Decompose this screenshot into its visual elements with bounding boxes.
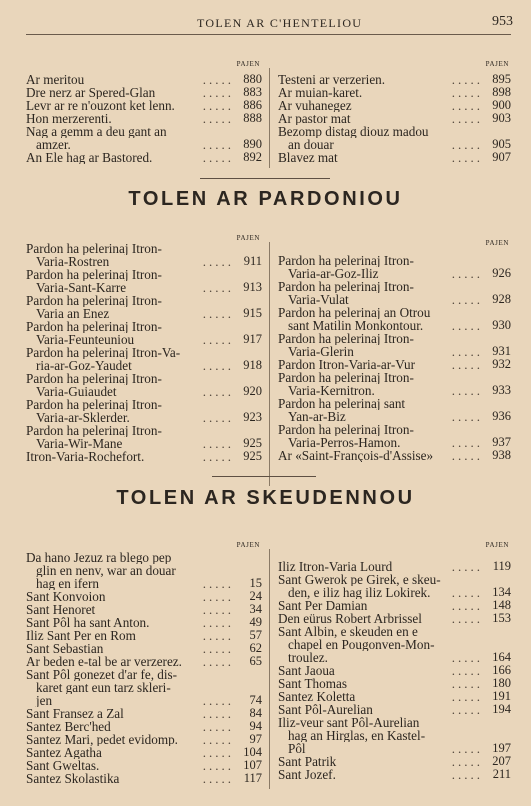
entry-text: hag en ifern — [36, 577, 99, 590]
entry-text: Pardon ha pelerinaj Itron- — [278, 280, 414, 293]
entry-text: Varia-Wir-Mane — [36, 437, 123, 450]
index-entry — [26, 707, 262, 720]
dot-leader: ..... — [202, 281, 234, 294]
left-column — [26, 60, 262, 170]
entry-text: Santez Berc'hed — [26, 720, 111, 733]
entry-text: Pardon ha pelerinaj Itron- — [26, 424, 162, 437]
entry-text: Sant Jozef. — [278, 768, 336, 781]
index-section-continued — [26, 60, 511, 170]
index-entry — [26, 590, 262, 603]
section-rule — [200, 178, 330, 179]
dot-leader: ..... — [451, 151, 483, 164]
dot-leader: ..... — [451, 599, 483, 612]
page-ref: 34 — [236, 603, 262, 616]
entry-text: Ar pastor mat — [278, 112, 351, 125]
entry-text: Itron-Varia-Rochefort. — [26, 450, 145, 463]
index-entry — [26, 320, 262, 346]
entry-text: Sant Gwerok pe Girek, e skeu- — [278, 573, 441, 586]
index-entry — [26, 733, 262, 746]
entry-text: Ar «Saint-François-d'Assise» — [278, 449, 434, 462]
page-ref: 148 — [485, 599, 511, 612]
index-entry — [278, 664, 511, 677]
index-entry — [26, 86, 262, 99]
dot-leader: ..... — [202, 450, 234, 463]
dot-leader: ..... — [202, 385, 234, 398]
page-ref: 57 — [236, 629, 262, 642]
column-divider — [269, 549, 270, 789]
dot-leader: ..... — [202, 707, 234, 720]
page-ref: 918 — [236, 359, 262, 372]
page-ref: 907 — [485, 151, 511, 164]
page-ref: 930 — [485, 319, 511, 332]
dot-leader: ..... — [451, 293, 483, 306]
dot-leader: ..... — [202, 307, 234, 320]
entry-text: amzer. — [36, 138, 71, 151]
entry-text: Pardon ha pelerinaj Itron- — [26, 398, 162, 411]
page-ref: 211 — [485, 768, 511, 781]
page-ref: 180 — [485, 677, 511, 690]
entry-text: Sant Pôl-Aurelian — [278, 703, 373, 716]
page-ref: 886 — [236, 99, 262, 112]
index-entry — [278, 112, 511, 125]
dot-leader: ..... — [451, 138, 483, 151]
page-ref: 194 — [485, 703, 511, 716]
index-entry — [278, 573, 511, 599]
column-divider — [269, 242, 270, 486]
dot-leader: ..... — [451, 358, 483, 371]
page-ref: 117 — [236, 772, 262, 785]
header-rule — [26, 34, 511, 35]
index-entry — [26, 125, 262, 151]
dot-leader: ..... — [451, 690, 483, 703]
index-entry — [278, 716, 511, 755]
entry-text: Varia-Rostren — [36, 255, 110, 268]
index-entry — [278, 358, 511, 371]
dot-leader: ..... — [202, 616, 234, 629]
page-ref: 936 — [485, 410, 511, 423]
entry-list — [278, 560, 511, 781]
entry-text: Pardon ha pelerinaj sant — [278, 397, 406, 410]
entry-text: Varia-ar-Sklerder. — [36, 411, 130, 424]
entry-text: Pardon ha pelerinaj Itron- — [26, 320, 162, 333]
entry-text: Bezomp distag diouz madou — [278, 125, 429, 138]
dot-leader: ..... — [202, 437, 234, 450]
page-ref: 153 — [485, 612, 511, 625]
entry-text: Pardon ha pelerinaj Itron-Va- — [26, 346, 181, 359]
pajen-label: PAJEN — [236, 234, 260, 242]
section-rule — [212, 476, 316, 477]
index-section-skeudennou — [26, 541, 511, 791]
entry-text: Sant Fransez a Zal — [26, 707, 124, 720]
entry-text: Blavez mat — [278, 151, 338, 164]
index-entry — [278, 254, 511, 280]
dot-leader: ..... — [451, 586, 483, 599]
page-ref: 74 — [236, 694, 262, 707]
index-entry — [278, 599, 511, 612]
index-entry — [278, 677, 511, 690]
pajen-label: PAJEN — [485, 541, 509, 549]
page-ref: 911 — [236, 255, 262, 268]
page-ref: 888 — [236, 112, 262, 125]
page-ref: 104 — [236, 746, 262, 759]
dot-leader: ..... — [451, 319, 483, 332]
entry-text: Sant Konvoion — [26, 590, 106, 603]
entry-text: Pôl — [288, 742, 306, 755]
entry-text: Sant Jaoua — [278, 664, 335, 677]
page-ref: 134 — [485, 586, 511, 599]
page-ref: 937 — [485, 436, 511, 449]
entry-text: karet gant eun tarz skleri- — [36, 681, 171, 694]
index-entry — [278, 612, 511, 625]
dot-leader: ..... — [451, 612, 483, 625]
dot-leader: ..... — [202, 590, 234, 603]
page-ref: 164 — [485, 651, 511, 664]
index-entry — [278, 99, 511, 112]
index-entry — [26, 346, 262, 372]
entry-text: Sant Patrik — [278, 755, 337, 768]
dot-leader: ..... — [202, 720, 234, 733]
page-ref: 94 — [236, 720, 262, 733]
entry-text: Ar vuhanegez — [278, 99, 352, 112]
entry-list — [278, 73, 511, 164]
left-column — [26, 234, 262, 486]
page-ref: 925 — [236, 450, 262, 463]
index-entry — [278, 690, 511, 703]
page-ref: 905 — [485, 138, 511, 151]
index-entry — [278, 449, 511, 462]
entry-text: Pardon Itron-Varia-ar-Vur — [278, 358, 415, 371]
dot-leader: ..... — [451, 267, 483, 280]
entry-text: Sant Pôl gonezet d'ar fe, dis- — [26, 668, 178, 681]
right-column — [278, 60, 511, 170]
entry-text: Sant Thomas — [278, 677, 347, 690]
page-ref: 65 — [236, 655, 262, 668]
dot-leader: ..... — [451, 677, 483, 690]
index-entry — [26, 99, 262, 112]
dot-leader: ..... — [202, 655, 234, 668]
page-ref: 883 — [236, 86, 262, 99]
dot-leader: ..... — [202, 411, 234, 424]
index-entry — [278, 306, 511, 332]
dot-leader: ..... — [202, 99, 234, 112]
page-ref: 880 — [236, 73, 262, 86]
entry-text: Den eürus Robert Arbrissel — [278, 612, 422, 625]
entry-text: Pardon ha pelerinaj Itron- — [26, 294, 162, 307]
entry-list — [26, 242, 262, 463]
page-ref: 926 — [485, 267, 511, 280]
index-entry — [26, 629, 262, 642]
page-ref: 913 — [236, 281, 262, 294]
running-header — [0, 14, 531, 34]
index-entry — [278, 768, 511, 781]
index-entry — [26, 268, 262, 294]
index-entry — [26, 746, 262, 759]
right-column — [278, 541, 511, 791]
dot-leader: ..... — [451, 755, 483, 768]
entry-text: Santez Mari, pedet evidomp. — [26, 733, 178, 746]
dot-leader: ..... — [202, 138, 234, 151]
page-ref: 84 — [236, 707, 262, 720]
index-entry — [278, 397, 511, 423]
index-entry — [26, 450, 262, 463]
index-entry — [278, 625, 511, 664]
page-ref: 197 — [485, 742, 511, 755]
page-ref: 938 — [485, 449, 511, 462]
entry-text: Sant Albin, e skeuden en e — [278, 625, 418, 638]
dot-leader: ..... — [451, 768, 483, 781]
entry-text: Pardon ha pelerinaj an Otrou — [278, 306, 431, 319]
entry-text: hag an Hirglas, en Kastel- — [288, 729, 426, 742]
pajen-label: PAJEN — [485, 60, 509, 68]
index-entry — [278, 371, 511, 397]
entry-text: Sant Gweltas. — [26, 759, 100, 772]
dot-leader: ..... — [451, 410, 483, 423]
index-entry — [278, 755, 511, 768]
page-ref: 933 — [485, 384, 511, 397]
dot-leader: ..... — [451, 449, 483, 462]
entry-text: Hon merzerenti. — [26, 112, 112, 125]
section-title-pardoniou: TOLEN AR PARDONIOU — [128, 188, 403, 210]
dot-leader: ..... — [451, 384, 483, 397]
dot-leader: ..... — [202, 333, 234, 346]
index-entry — [26, 642, 262, 655]
dot-leader: ..... — [202, 603, 234, 616]
entry-text: Ar muian-karet. — [278, 86, 363, 99]
dot-leader: ..... — [451, 560, 483, 573]
entry-text: Dre nerz ar Spered-Glan — [26, 86, 156, 99]
entry-text: Santez Koletta — [278, 690, 356, 703]
entry-text: Santez Skolastika — [26, 772, 120, 785]
entry-text: den, e iliz hag iliz Lokirek. — [288, 586, 431, 599]
page-ref: 915 — [236, 307, 262, 320]
dot-leader: ..... — [451, 86, 483, 99]
entry-text: Sant Sebastian — [26, 642, 104, 655]
entry-text: Pardon ha pelerinaj Itron- — [278, 254, 414, 267]
page-ref: 62 — [236, 642, 262, 655]
dot-leader: ..... — [202, 112, 234, 125]
entry-text: An Ele hag ar Bastored. — [26, 151, 153, 164]
index-entry — [278, 151, 511, 164]
index-entry — [278, 73, 511, 86]
dot-leader: ..... — [202, 255, 234, 268]
dot-leader: ..... — [202, 359, 234, 372]
entry-text: Yan-ar-Biz — [288, 410, 346, 423]
page-ref: 900 — [485, 99, 511, 112]
entry-text: Varia an Enez — [36, 307, 110, 320]
entry-list — [278, 254, 511, 462]
dot-leader: ..... — [451, 345, 483, 358]
dot-leader: ..... — [202, 759, 234, 772]
entry-text: Sant Pôl ha sant Anton. — [26, 616, 150, 629]
dot-leader: ..... — [202, 577, 234, 590]
dot-leader: ..... — [202, 694, 234, 707]
index-entry — [26, 720, 262, 733]
index-entry — [278, 332, 511, 358]
entry-text: ria-ar-Goz-Yaudet — [36, 359, 132, 372]
index-entry — [26, 372, 262, 398]
page-ref: 895 — [485, 73, 511, 86]
entry-text: Varia-Feunteuniou — [36, 333, 135, 346]
page-number: 953 — [492, 14, 513, 29]
dot-leader: ..... — [202, 733, 234, 746]
page-ref: 107 — [236, 759, 262, 772]
page-ref: 928 — [485, 293, 511, 306]
page-ref: 931 — [485, 345, 511, 358]
dot-leader: ..... — [202, 86, 234, 99]
dot-leader: ..... — [202, 746, 234, 759]
dot-leader: ..... — [451, 436, 483, 449]
dot-leader: ..... — [451, 73, 483, 86]
entry-text: Iliz-veur sant Pôl-Aurelian — [278, 716, 420, 729]
dot-leader: ..... — [451, 112, 483, 125]
page-ref: 923 — [236, 411, 262, 424]
index-entry — [26, 616, 262, 629]
dot-leader: ..... — [451, 99, 483, 112]
entry-text: Varia-Vulat — [288, 293, 349, 306]
entry-list — [26, 73, 262, 164]
entry-text: Da hano Jezuz ra blego pep — [26, 551, 172, 564]
right-column — [278, 234, 511, 486]
entry-text: Varia-ar-Goz-Iliz — [288, 267, 379, 280]
page-ref: 166 — [485, 664, 511, 677]
entry-text: Sant Henoret — [26, 603, 96, 616]
page-ref: 207 — [485, 755, 511, 768]
entry-text: troulez. — [288, 651, 328, 664]
entry-text: Varia-Glerin — [288, 345, 354, 358]
entry-text: Pardon ha pelerinaj Itron- — [26, 268, 162, 281]
index-entry — [278, 86, 511, 99]
entry-text: Testeni ar verzerien. — [278, 73, 386, 86]
index-entry — [26, 551, 262, 590]
page-ref: 49 — [236, 616, 262, 629]
index-entry — [278, 125, 511, 151]
entry-text: Varia-Kernitron. — [288, 384, 375, 397]
dot-leader: ..... — [451, 703, 483, 716]
section-title-skeudennou: TOLEN AR SKEUDENNOU — [116, 487, 415, 509]
page-ref: 15 — [236, 577, 262, 590]
entry-text: Varia-Perros-Hamon. — [288, 436, 401, 449]
pajen-label: PAJEN — [485, 239, 509, 247]
entry-text: Varia-Guiaudet — [36, 385, 117, 398]
entry-text: an douar — [288, 138, 334, 151]
index-entry — [278, 280, 511, 306]
entry-text: Ar meritou — [26, 73, 85, 86]
entry-text: Sant Per Damian — [278, 599, 368, 612]
index-entry — [278, 560, 511, 573]
page-ref: 932 — [485, 358, 511, 371]
dot-leader: ..... — [451, 742, 483, 755]
entry-text: Pardon ha pelerinaj Itron- — [278, 423, 414, 436]
index-entry — [26, 603, 262, 616]
entry-list — [26, 551, 262, 785]
index-entry — [26, 398, 262, 424]
index-entry — [26, 772, 262, 785]
index-entry — [278, 423, 511, 449]
entry-text: glin en nenv, war an douar — [36, 564, 176, 577]
index-entry — [26, 112, 262, 125]
dot-leader: ..... — [202, 642, 234, 655]
entry-text: sant Matilin Monkontour. — [288, 319, 424, 332]
dot-leader: ..... — [202, 73, 234, 86]
page-ref: 920 — [236, 385, 262, 398]
index-entry — [26, 242, 262, 268]
entry-text: Levr ar re n'ouzont ket lenn. — [26, 99, 175, 112]
page-ref: 898 — [485, 86, 511, 99]
page-ref: 119 — [485, 560, 511, 573]
entry-text: Pardon ha pelerinaj Itron- — [26, 372, 162, 385]
pajen-label: PAJEN — [236, 541, 260, 549]
entry-text: Ar beden e-tal be ar verzerez. — [26, 655, 182, 668]
index-entry — [278, 703, 511, 716]
entry-text: Iliz Sant Per en Rom — [26, 629, 136, 642]
entry-text: Varia-Sant-Karre — [36, 281, 127, 294]
index-entry — [26, 294, 262, 320]
index-entry — [26, 655, 262, 668]
entry-text: Iliz Itron-Varia Lourd — [278, 560, 393, 573]
index-entry — [26, 668, 262, 707]
dot-leader: ..... — [202, 151, 234, 164]
pajen-label: PAJEN — [236, 60, 260, 68]
running-title: TOLEN AR C'HENTELIOU — [197, 16, 363, 30]
index-entry — [26, 73, 262, 86]
index-section-pardoniou — [26, 234, 511, 486]
page-ref: 24 — [236, 590, 262, 603]
entry-text: Nag a gemm a deu gant an — [26, 125, 167, 138]
page-ref: 925 — [236, 437, 262, 450]
column-divider — [269, 68, 270, 168]
entry-text: Pardon ha pelerinaj Itron- — [278, 332, 414, 345]
left-column — [26, 541, 262, 791]
dot-leader: ..... — [451, 664, 483, 677]
dot-leader: ..... — [451, 651, 483, 664]
entry-text: Santez Agatha — [26, 746, 102, 759]
entry-text: jen — [36, 694, 53, 707]
page-ref: 903 — [485, 112, 511, 125]
index-entry — [26, 424, 262, 450]
page-ref: 191 — [485, 690, 511, 703]
entry-text: Pardon ha pelerinaj Itron- — [26, 242, 162, 255]
index-entry — [26, 151, 262, 164]
page-ref: 890 — [236, 138, 262, 151]
page-ref: 97 — [236, 733, 262, 746]
index-entry — [26, 759, 262, 772]
page-ref: 917 — [236, 333, 262, 346]
entry-text: Pardon ha pelerinaj Itron- — [278, 371, 414, 384]
dot-leader: ..... — [202, 772, 234, 785]
entry-text: chapel en Pougonven-Mon- — [288, 638, 435, 651]
dot-leader: ..... — [202, 629, 234, 642]
page-ref: 892 — [236, 151, 262, 164]
